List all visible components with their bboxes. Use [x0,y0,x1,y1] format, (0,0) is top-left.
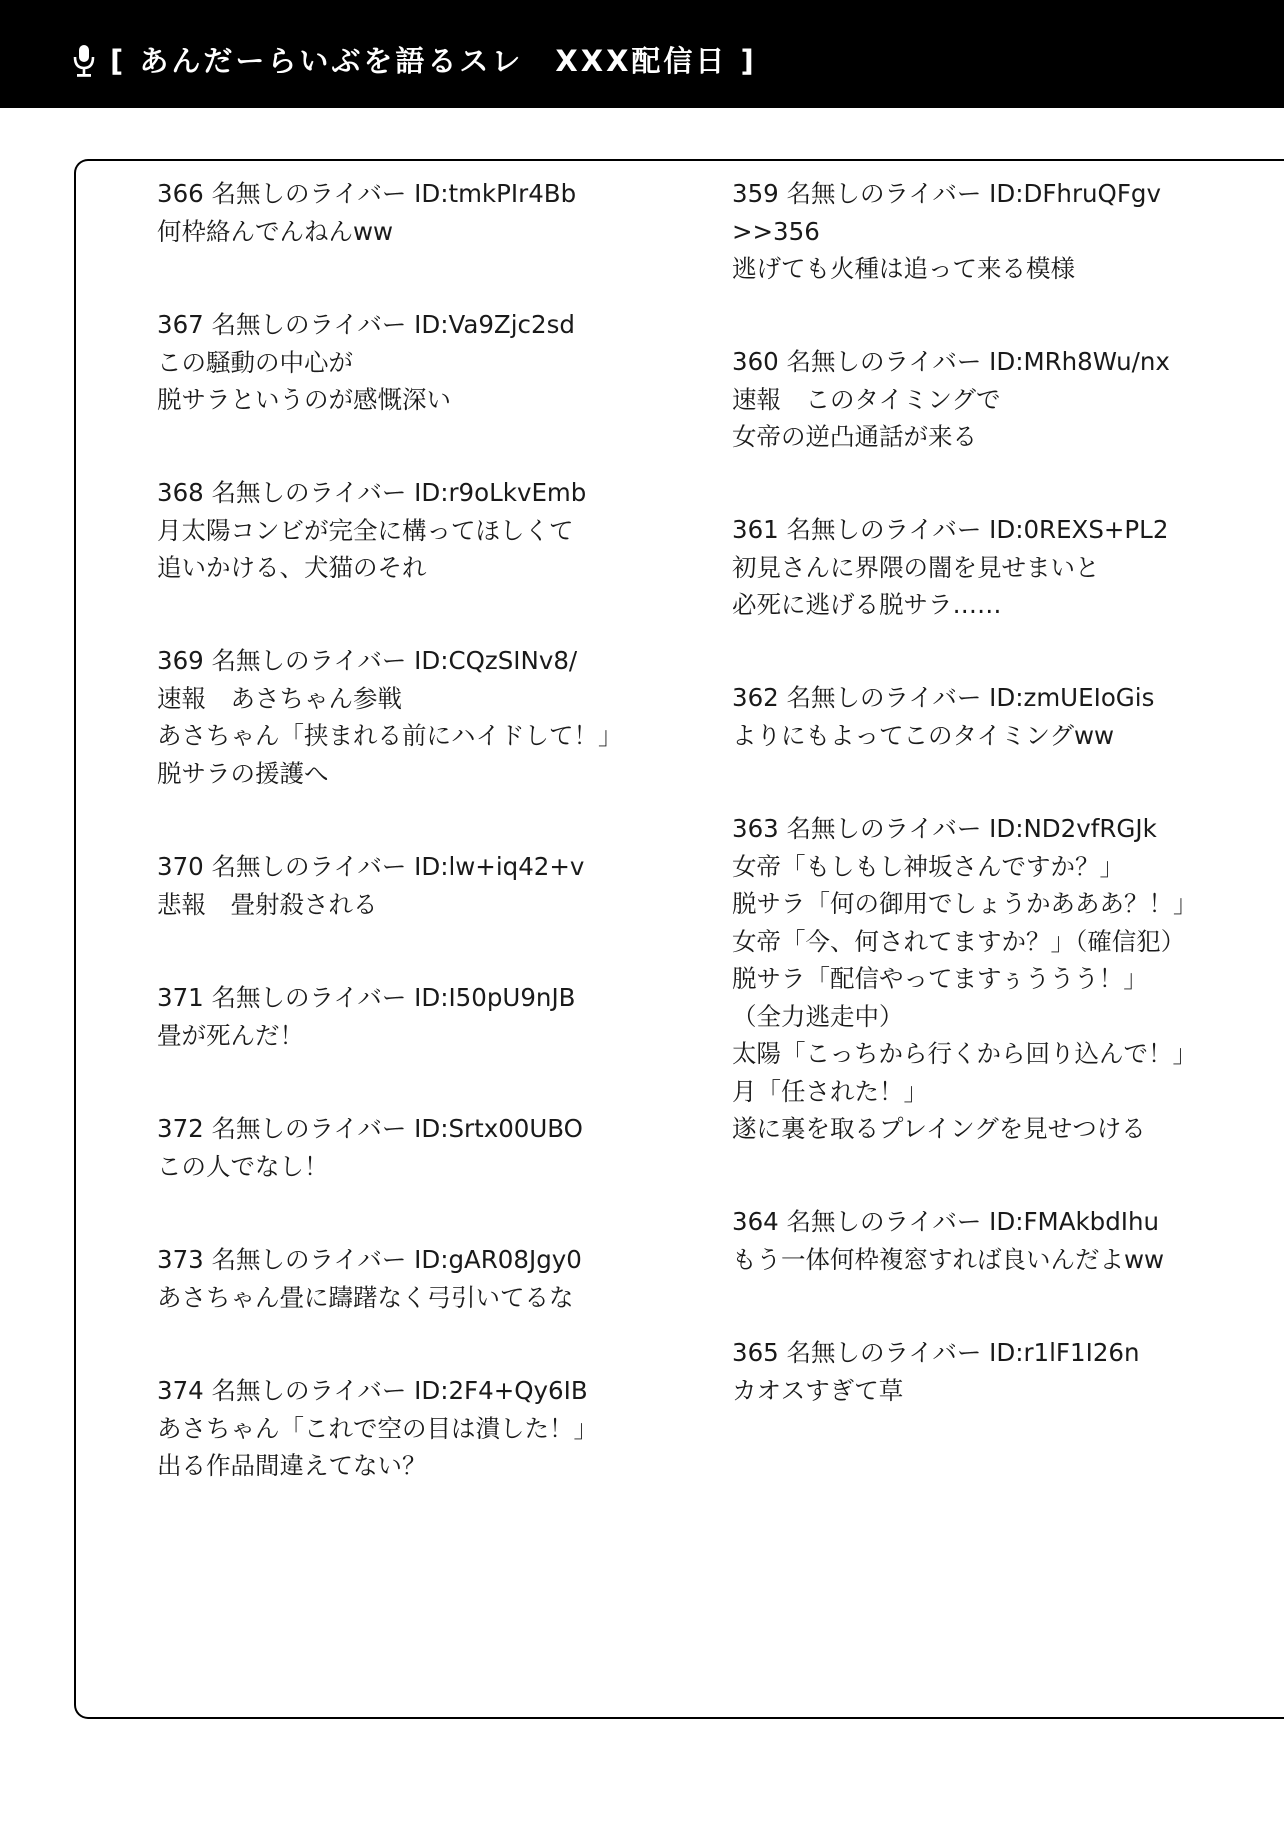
post-372 [157,1110,757,1185]
post-370 [157,848,757,923]
post-body-line: 必死に逃げる脱サラ…… [732,590,1002,619]
post-body-line: 月「任された！」 [732,1076,928,1106]
post-364 [732,1203,1284,1278]
post-header: 368 名無しのライバー ID:r9oLkvEmb [157,478,587,507]
post-header: 370 名無しのライバー ID:lw+iq42+v [157,852,585,881]
post-367 [157,306,757,419]
post-header: 360 名無しのライバー ID:MRh8Wu/nx [732,347,1170,376]
post-body-line: 出る作品間違えてない？ [157,1451,427,1480]
post-359 [732,175,1284,288]
post-header: 372 名無しのライバー ID:Srtx00UBO [157,1114,583,1143]
post-body-line: 女帝「もしもし神坂さんですか？」 [732,851,1124,881]
post-body-line: この騒動の中心が [157,347,353,377]
post-361 [732,511,1284,624]
post-header: 369 名無しのライバー ID:CQzSINv8/ [157,646,578,675]
post-371 [157,979,757,1054]
post-header: 364 名無しのライバー ID:FMAkbdIhu [732,1207,1160,1236]
post-body-line: 畳が死んだ！ [157,1020,304,1050]
post-body-line: 女帝の逆凸通話が来る [732,422,977,451]
post-365 [732,1334,1284,1409]
post-header: 361 名無しのライバー ID:0REXS+PL2 [732,515,1169,544]
post-body-line: 女帝「今、何されてますか？」（確信犯） [732,926,1186,956]
post-body-line: よりにもよってこのタイミングww [732,720,1115,750]
post-header: 365 名無しのライバー ID:r1lF1I26n [732,1338,1140,1367]
post-body-line: >>356 [732,216,820,246]
thread-title: [ あんだーらいぶを語るスレ XXX配信日 ] [110,44,757,78]
post-body-line: 初見さんに界隈の闇を見せまいと [732,552,1100,582]
post-body-line: 脱サラの援護へ [157,758,329,788]
post-header: 359 名無しのライバー ID:DFhruQFgv [732,179,1161,208]
post-366 [157,175,757,250]
post-body-line: この人でなし！ [157,1151,329,1181]
post-body-line: 速報 このタイミングで [732,384,1001,414]
post-body-line: 速報 あさちゃん参戦 [157,683,402,713]
post-body-line: 脱サラ「配信やってますぅううう！」 [732,964,1148,993]
post-body-line: もう一体何枠複窓すれば良いんだよww [732,1244,1165,1274]
post-362 [732,679,1284,754]
post-body-line: 逃げても火種は追って来る模様 [732,254,1075,283]
post-header: 362 名無しのライバー ID:zmUEIoGis [732,683,1155,712]
post-header: 367 名無しのライバー ID:Va9Zjc2sd [157,310,575,339]
header-bar [0,0,1284,108]
post-body-line: 脱サラというのが感慨深い [157,385,451,414]
post-body-line: 何枠絡んでんねんww [157,216,394,246]
post-368 [157,474,757,587]
post-header: 363 名無しのライバー ID:ND2vfRGJk [732,814,1157,843]
post-header: 371 名無しのライバー ID:I50pU9nJB [157,983,576,1012]
microphone-icon [73,45,95,79]
post-body-line: カオスすぎて草 [732,1375,904,1405]
post-363 [732,810,1284,1148]
post-373 [157,1241,757,1316]
post-369 [157,642,757,792]
post-header: 374 名無しのライバー ID:2F4+Qy6IB [157,1376,588,1405]
post-body-line: あさちゃん畳に躊躇なく弓引いてるな [157,1282,574,1312]
post-body-line: 遂に裏を取るプレイングを見せつける [732,1114,1146,1143]
post-body-line: （全力逃走中） [732,1001,904,1031]
post-360 [732,343,1284,456]
post-374 [157,1372,757,1485]
post-body-line: 追いかける、犬猫のそれ [157,553,427,582]
post-body-line: 悲報 畳射殺される [157,889,378,919]
post-body-line: あさちゃん「挟まれる前にハイドして！」 [157,721,623,750]
post-body-line: 月太陽コンビが完全に構ってほしくて [157,515,574,545]
post-body-line: 脱サラ「何の御用でしょうかあああ？！」 [732,889,1198,918]
post-header: 373 名無しのライバー ID:gAR08Jgy0 [157,1245,582,1274]
post-body-line: 太陽「こっちから行くから回り込んで！」 [732,1039,1198,1068]
post-body-line: あさちゃん「これで空の目は潰した！」 [157,1413,598,1443]
post-header: 366 名無しのライバー ID:tmkPIr4Bb [157,179,577,208]
